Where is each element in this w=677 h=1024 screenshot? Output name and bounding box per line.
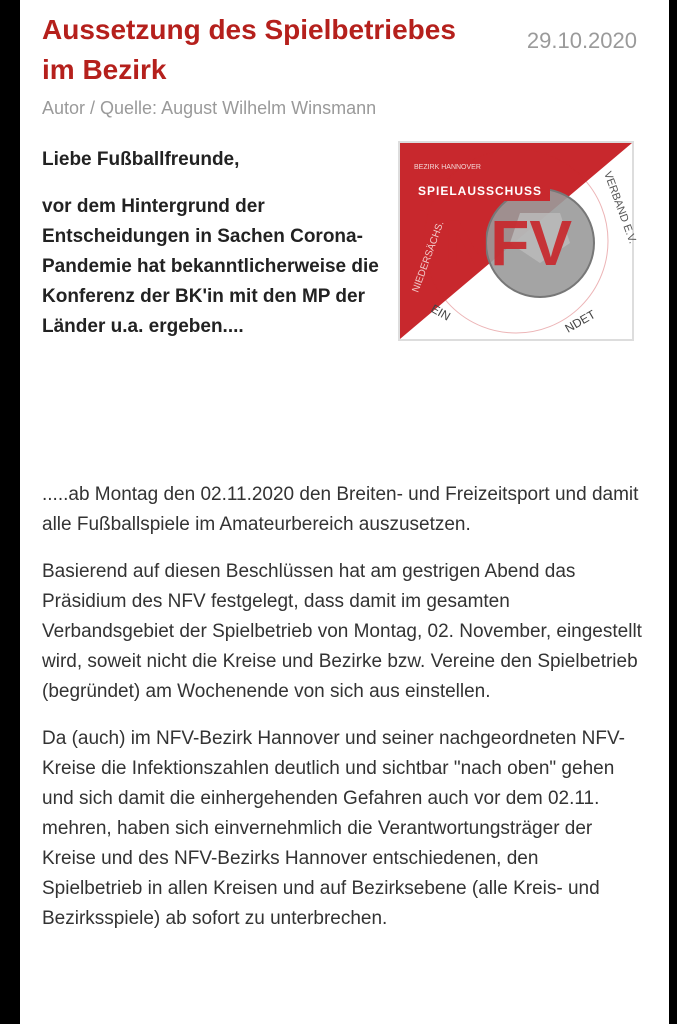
logo-wordmark: NFV	[444, 207, 572, 279]
paragraph: Basierend auf diesen Beschlüssen hat am gestrigen Abend das Präsidium des NFV festgelegt, dass damit im gesamten Verbandsgebiet der Spielbetrieb von Montag, 02. November, eingestellt wird, soweit nicht die Kreise und Bezirke bzw. Vereine den Spielbetrieb (begründet) am Wochenende von sich aus einstellen.	[42, 561, 642, 702]
logo-ring-bottom-right: NDET	[562, 307, 598, 336]
article-title: Aussetzung des Spielbetriebes im Bezirk	[42, 14, 456, 85]
logo-ring-left: NIEDERSÄCHS.	[410, 219, 447, 295]
logo-ring-right: VERBAND E.V.	[601, 169, 639, 246]
logo-banner-text: SPIELAUSSCHUSS	[418, 184, 543, 198]
lead-section	[42, 145, 392, 359]
lead-text: vor dem Hintergrund der Entscheidungen in Sachen Corona-Pandemie hat bekanntlicherweise die Konferenz der BK'in mit den MP der Länder u.a. ergeben....	[42, 196, 379, 337]
article-body	[42, 480, 642, 951]
article-page	[20, 0, 669, 1024]
nfv-logo-image	[398, 141, 639, 341]
article-date: 29.10.2020	[526, 28, 637, 53]
author-line: Autor / Quelle: August Wilhelm Winsmann	[42, 98, 377, 118]
lead-greeting: Liebe Fußballfreunde,	[42, 149, 240, 170]
paragraph: Da (auch) im NFV-Bezirk Hannover und seiner nachgeordneten NFV-Kreise die Infektionszahlen deutlich und sichtbar "nach oben" gehen und sich damit die einhergehenden Gefahren auch vor dem 02.11. mehren, haben sich einvernehmlich die Verantwortungsträger der Kreise und des NFV-Bezirks Hannover entschiedenen, den Spielbetrieb in allen Kreisen und auf Bezirksebene (alle Kreis- und Bezirksspiele) ab sofort zu unterbrechen.	[42, 728, 625, 929]
nfv-logo	[400, 143, 639, 339]
logo-ring-bottom-left: EIN	[428, 301, 453, 324]
logo-small-label: BEZIRK HANNOVER	[414, 164, 481, 171]
paragraph: .....ab Montag den 02.11.2020 den Breiten- und Freizeitsport und damit alle Fußballspiele im Amateurbereich auszusetzen.	[42, 484, 639, 535]
